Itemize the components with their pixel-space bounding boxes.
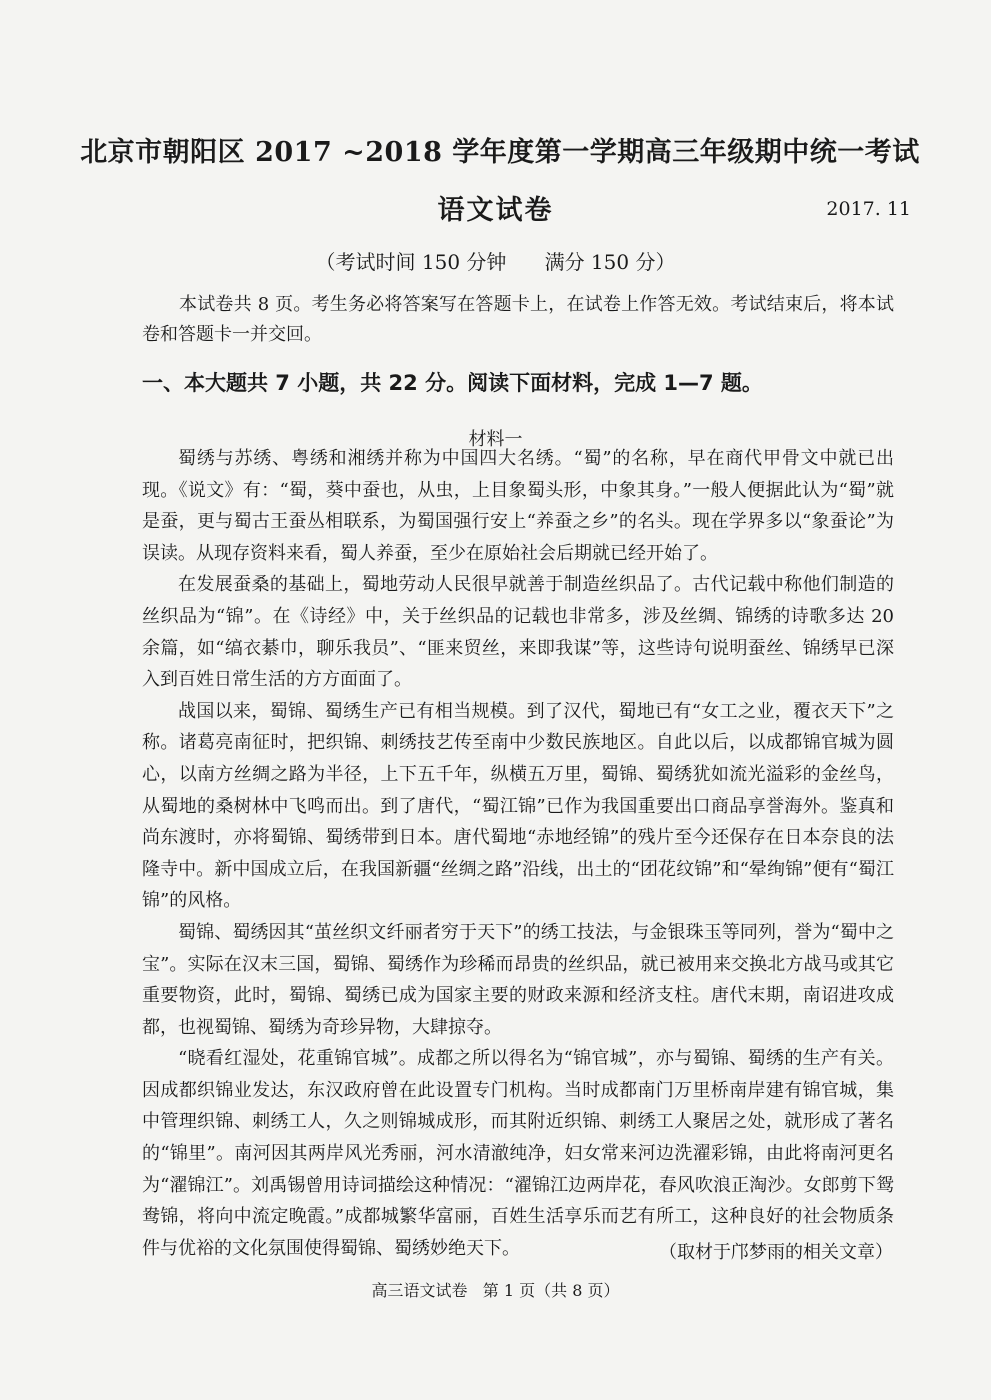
article-paragraph: 蜀绣与苏绣、粤绣和湘绣并称为中国四大名绣。“蜀”的名称，早在商代甲骨文中就已出现。《说文》有：“蜀，葵中蚕也，从虫，上目象蜀头形，中象其身。”一般人便据此认为“蜀”就是蚕，更与蜀古王蚕丛相联系，为蜀国强行安上“养蚕之乡”的名头。现在学界多以“象蚕论”为误读。从现存资料来看，蜀人养蚕，至少在原始社会后期就已经开始了。 (142, 448, 894, 564)
page-footer: 高三语文试卷 第 1 页（共 8 页） (371, 1281, 620, 1300)
exam-notice: 本试卷共 8 页。考生务必将答案写在答题卡上，在试卷上作答无效。考试结束后，将本试卷和答题卡一并交回。 (142, 294, 894, 345)
exam-title: 北京市朝阳区 2017 ~2018 学年度第一学期高三年级期中统一考试 (80, 137, 920, 168)
material-article (142, 443, 894, 1264)
article-paragraph: 战国以来，蜀锦、蜀绣生产已有相当规模。到了汉代，蜀地已有“女工之业，覆衣天下”之称。诸葛亮南征时，把织锦、刺绣技艺传至南中少数民族地区。自此以后，以成都锦官城为圆心，以南方丝绸之路为半径，上下五千年，纵横五万里，蜀锦、蜀绣犹如流光溢彩的金丝鸟，从蜀地的桑树林中飞鸣而出。到了唐代，“蜀江锦”已作为我国重要出口商品享誉海外。鉴真和尚东渡时，亦将蜀锦、蜀绣带到日本。唐代蜀地“赤地经锦”的残片至今还保存在日本奈良的法隆寺中。新中国成立后，在我国新疆“丝绸之路”沿线，出土的“团花纹锦”和“晕绚锦”便有“蜀江锦”的风格。 (142, 700, 894, 912)
exam-time-info: （考试时间 150 分钟 满分 150 分） (315, 250, 676, 274)
exam-date: 2017. 11 (826, 198, 911, 220)
material-heading: 材料一 (468, 429, 523, 450)
article-paragraph: 蜀锦、蜀绣因其“茧丝织文纤丽者穷于天下”的绣工技法，与金银珠玉等同列，誉为“蜀中之宝”。实际在汉末三国，蜀锦、蜀绣作为珍稀而昂贵的丝织品，就已被用来交换北方战马或其它重要物资，此时，蜀锦、蜀绣已成为国家主要的财政来源和经济支柱。唐代末期，南诏进攻成都，也视蜀锦、蜀绣为奇珍异物，大肆掠夺。 (142, 921, 894, 1038)
exam-subtitle: 语文试卷 (437, 195, 554, 226)
section-heading: 一、本大题共 7 小题，共 22 分。阅读下面材料，完成 1—7 题。 (142, 371, 763, 395)
material-source: （取材于邝梦雨的相关文章） (659, 1242, 893, 1263)
article-paragraph: 在发展蚕桑的基础上，蜀地劳动人民很早就善于制造丝织品了。古代记载中称他们制造的丝织品为“锦”。在《诗经》中，关于丝织品的记载也非常多，涉及丝绸、锦绣的诗歌多达 20 余篇，如“缟衣綦巾，聊乐我员”、“匪来贸丝，来即我谋”等，这些诗句说明蚕丝、锦绣早已深入到百姓日常生活的方方面面了。 (142, 574, 894, 691)
article-paragraph: “晓看红湿处，花重锦官城”。成都之所以得名为“锦官城”，亦与蜀锦、蜀绣的生产有关。因成都织锦业发达，东汉政府曾在此设置专门机构。当时成都南门万里桥南岸建有锦官城，集中管理织锦、刺绣工人，久之则锦城成形，而其附近织锦、刺绣工人聚居之处，就形成了著名的“锦里”。南河因其两岸风光秀丽，河水清澈纯净，妇女常来河边洗濯彩锦，由此将南河更名为“濯锦江”。刘禹锡曾用诗词描绘这种情况：“濯锦江边两岸花，春风吹浪正淘沙。女郎剪下鸳鸯锦，将向中流定晚霞。”成都城繁华富丽，百姓生活享乐而艺有所工，这种良好的社会物质条件与优裕的文化氛围使得蜀锦、蜀绣妙绝天下。 (142, 1048, 894, 1259)
